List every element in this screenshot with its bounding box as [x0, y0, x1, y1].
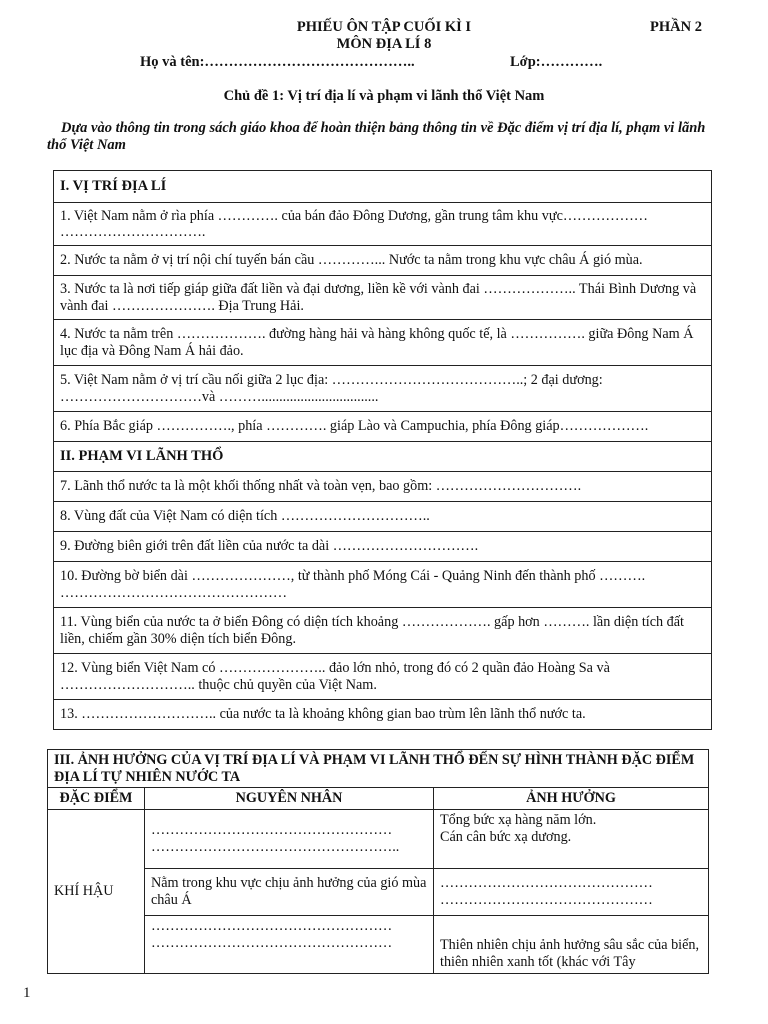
question-item: 9. Đường biên giới trên đất liền của nước ta dài …………………………. [54, 532, 712, 562]
location-territory-table [53, 170, 712, 730]
question-item: 3. Nước ta là nơi tiếp giáp giữa đất liền và đại dương, liền kề với vành đai ……………….. Thái Bình Dương và vành đai …………………. Địa Trung Hải. [54, 276, 712, 320]
part-label: PHẦN 2 [650, 19, 702, 35]
effect-cell [434, 810, 709, 869]
feature-climate: KHÍ HẬU [48, 810, 145, 974]
class-field: Lớp:…………. [510, 54, 603, 70]
cause-text: Nằm trong khu vực chịu ảnh hưởng của gió mùa châu Á [151, 875, 427, 908]
cause-text: …………………………………………… [151, 918, 393, 934]
section-heading-location: I. VỊ TRÍ ĐỊA LÍ [54, 171, 712, 203]
question-item: 1. Việt Nam nằm ở rìa phía …………. của bán đảo Đông Dương, gần trung tâm khu vực……………… …………………………. [54, 203, 712, 246]
worksheet-title: PHIẾU ÔN TẬP CUỐI KÌ I [296, 19, 472, 35]
question-item: 12. Vùng biển Việt Nam có ………………….. đảo lớn nhỏ, trong đó có 2 quần đảo Hoàng Sa và ……………………….. thuộc chủ quyền của Việt Nam. [54, 654, 712, 700]
influence-table [47, 749, 709, 974]
effect-text: Thiên nhiên chịu ảnh hưởng sâu sắc của biển, thiên nhiên xanh tốt (khác với Tây [440, 937, 700, 970]
question-item: 11. Vùng biển của nước ta ở biển Đông có diện tích khoảng ………………. gấp hơn ………. lần diện tích đất liền, chiếm gần 30% diện tích biển Đông. [54, 608, 712, 654]
cause-cell [145, 916, 434, 974]
column-header-cause: NGUYÊN NHÂN [145, 788, 434, 810]
effect-cell [434, 869, 709, 916]
column-header-feature: ĐẶC ĐIỂM [48, 788, 145, 810]
cause-cell [145, 810, 434, 869]
question-item: 8. Vùng đất của Việt Nam có diện tích ………………………….. [54, 502, 712, 532]
effect-text: ……………………………………… [440, 892, 653, 908]
effect-text: Tổng bức xạ hàng năm lớn. [440, 812, 597, 828]
cause-text: …………………………………………….. [151, 839, 400, 855]
effect-cell [434, 916, 709, 974]
question-item: 13. ……………………….. của nước ta là khoảng không gian bao trùm lên lãnh thổ nước ta. [54, 700, 712, 730]
question-item: 10. Đường bờ biển dài …………………, từ thành phố Móng Cái - Quảng Ninh đến thành phố ………. ………………………………………… [54, 562, 712, 608]
section-heading-territory: II. PHẠM VI LÃNH THỔ [54, 442, 712, 472]
column-header-effect: ẢNH HƯỞNG [434, 788, 709, 810]
effect-text: ……………………………………… [440, 875, 653, 891]
question-item: 4. Nước ta nằm trên ………………. đường hàng hải và hàng không quốc tế, là ……………. giữa Đông Nam Á lục địa và Đông Nam Á hải đảo. [54, 320, 712, 366]
page-number: 1 [23, 985, 31, 1001]
cause-cell [145, 869, 434, 916]
question-item: 6. Phía Bắc giáp ……………., phía …………. giáp Lào và Campuchia, phía Đông giáp………………. [54, 412, 712, 442]
question-item: 7. Lãnh thổ nước ta là một khối thống nhất và toàn vẹn, bao gồm: …………………………. [54, 472, 712, 502]
effect-text: Cán cân bức xạ dương. [440, 829, 572, 845]
instruction-text: Dựa vào thông tin trong sách giáo khoa để hoàn thiện bảng thông tin về Đặc điểm vị trí địa lí, phạm vi lãnh thổ Việt Nam [47, 120, 706, 153]
question-item: 2. Nước ta nằm ở vị trí nội chí tuyến bán cầu …………... Nước ta nằm trong khu vực châu Á gió mùa. [54, 246, 712, 276]
subject-title: MÔN ĐỊA LÍ 8 [336, 36, 432, 52]
section-heading-influence: III. ẢNH HƯỞNG CỦA VỊ TRÍ ĐỊA LÍ VÀ PHẠM VI LÃNH THỔ ĐẾN SỰ HÌNH THÀNH ĐẶC ĐIỂM ĐỊA LÍ TỰ NHIÊN NƯỚC TA [48, 750, 709, 788]
cause-text: …………………………………………… [151, 935, 393, 951]
student-name-field: Họ và tên:…………………………………….. [140, 54, 415, 70]
topic-heading: Chủ đề 1: Vị trí địa lí và phạm vi lãnh thổ Việt Nam [223, 88, 545, 104]
question-item: 5. Việt Nam nằm ở vị trí cầu nối giữa 2 lục địa: …………………………………..; 2 đại dương: …………………………và ………................................. [54, 366, 712, 412]
cause-text: …………………………………………… [151, 822, 393, 838]
